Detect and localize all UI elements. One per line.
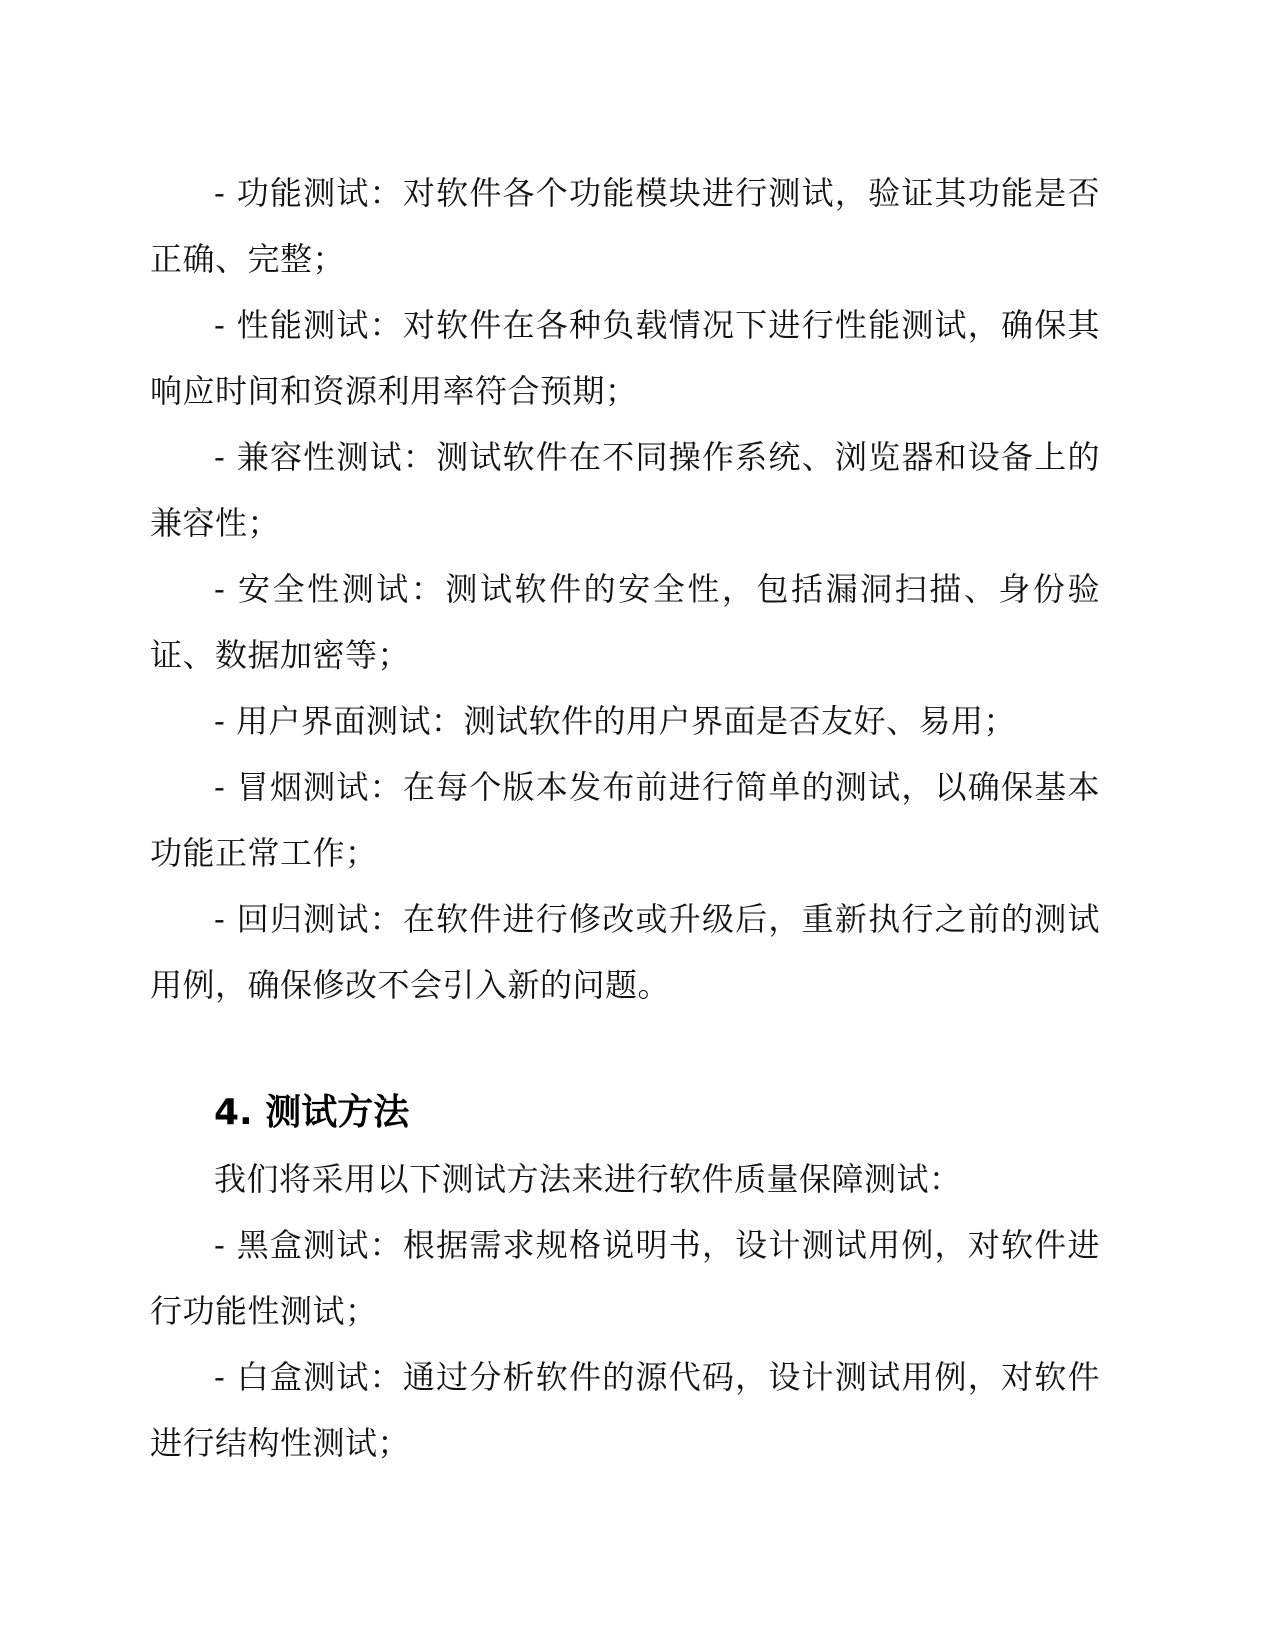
test-method-whitebox: - 白盒测试：通过分析软件的源代码，设计测试用例，对软件进行结构性测试； (150, 1358, 1100, 1462)
test-type-compatibility: - 兼容性测试：测试软件在不同操作系统、浏览器和设备上的兼容性； (150, 438, 1100, 542)
test-type-functional: - 功能测试：对软件各个功能模块进行测试，验证其功能是否正确、完整； (150, 174, 1100, 278)
test-method-blackbox: - 黑盒测试：根据需求规格说明书，设计测试用例，对软件进行功能性测试； (150, 1226, 1100, 1330)
test-type-performance: - 性能测试：对软件在各种负载情况下进行性能测试，确保其响应时间和资源利用率符合预期； (150, 306, 1100, 410)
test-type-ui: - 用户界面测试：测试软件的用户界面是否友好、易用； (214, 702, 1016, 740)
section-heading-test-methods: 4. 测试方法 (214, 1092, 410, 1133)
page-content (150, 160, 1100, 1476)
test-type-regression: - 回归测试：在软件进行修改或升级后，重新执行之前的测试用例，确保修改不会引入新的问题。 (150, 900, 1100, 1004)
test-type-security: - 安全性测试：测试软件的安全性，包括漏洞扫描、身份验证、数据加密等； (150, 570, 1100, 674)
test-type-smoke: - 冒烟测试：在每个版本发布前进行简单的测试，以确保基本功能正常工作； (150, 768, 1100, 872)
section-intro: 我们将采用以下测试方法来进行软件质量保障测试： (214, 1160, 962, 1198)
